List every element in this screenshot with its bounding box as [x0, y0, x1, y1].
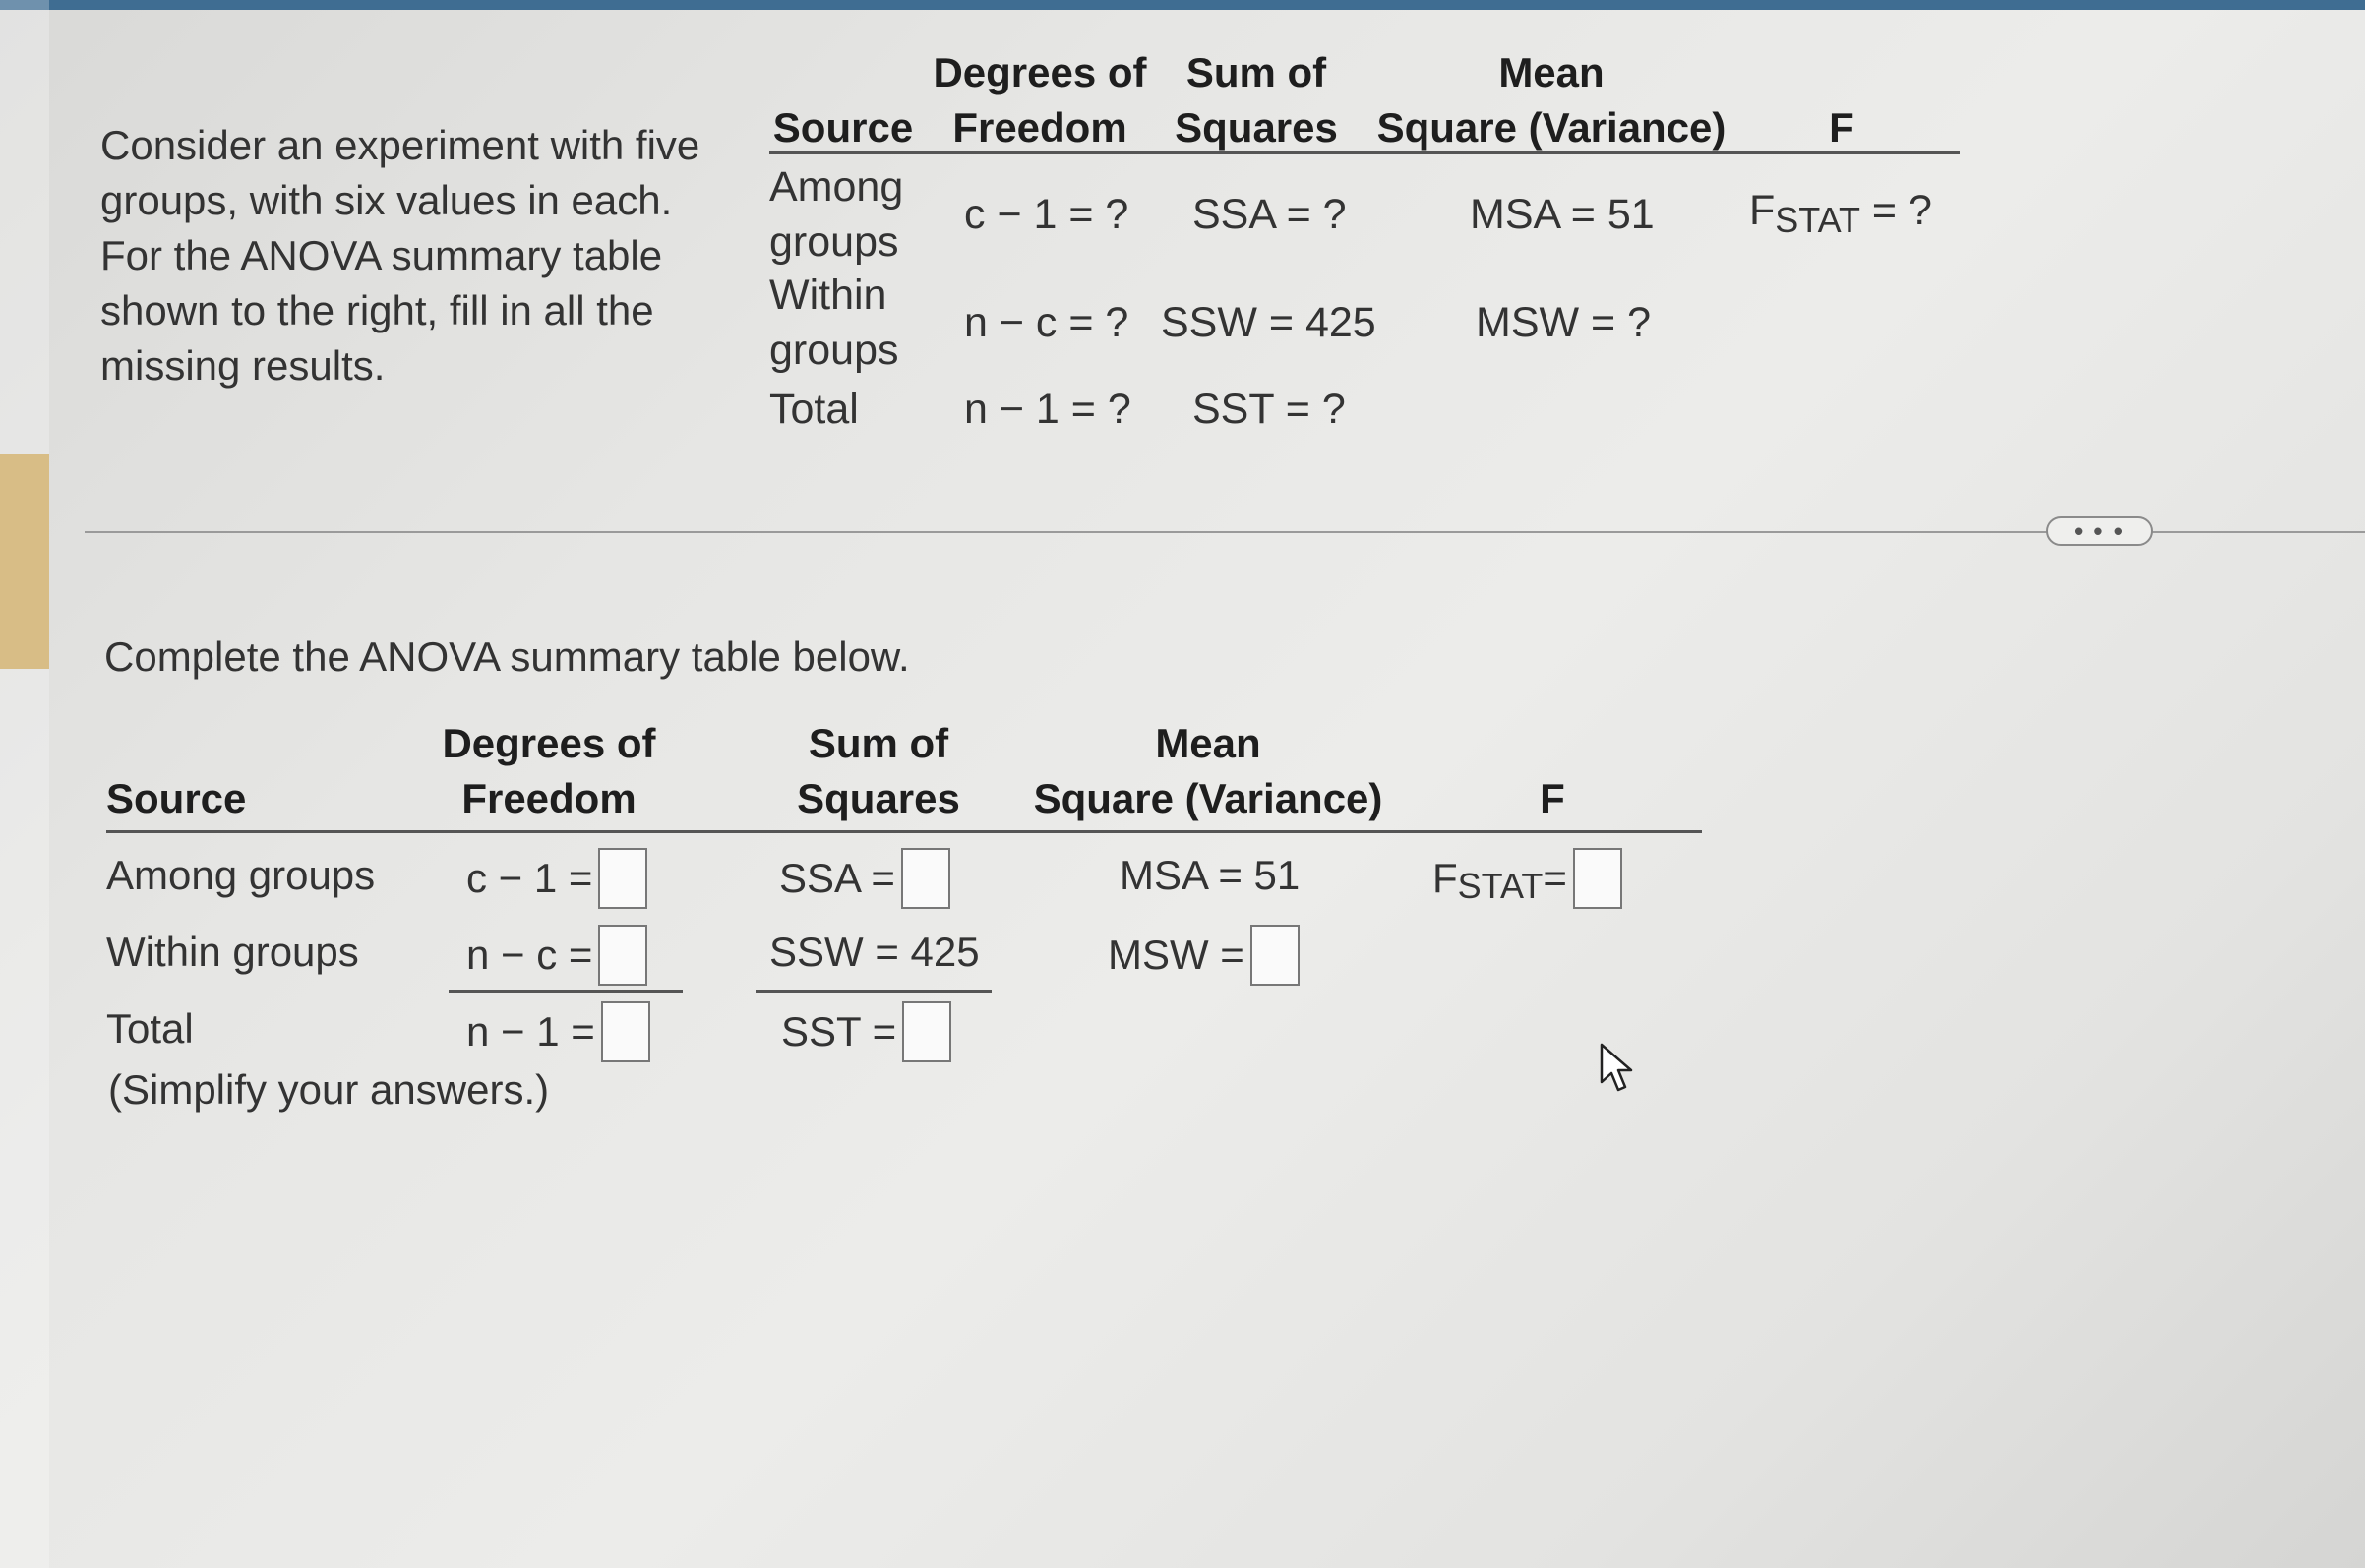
- given-header-ms-line1: Mean: [1498, 49, 1605, 95]
- msw-label: MSW =: [1108, 932, 1244, 978]
- given-row-within-ss: SSW = 425: [1161, 299, 1376, 346]
- answer-row-among-ss: [779, 848, 950, 909]
- answer-row-among-f: [1432, 848, 1622, 909]
- df-among-input[interactable]: [598, 848, 647, 909]
- given-anova-table: [769, 49, 1960, 443]
- given-row-among-source: Among groups: [769, 163, 904, 266]
- given-row-total-source: Total: [769, 386, 859, 433]
- given-row-among-ss: SSA = ?: [1192, 191, 1347, 238]
- df-among-label: c − 1 =: [466, 855, 593, 901]
- left-margin: [0, 0, 49, 1568]
- df-within-input[interactable]: [598, 925, 647, 986]
- simplify-note: (Simplify your answers.): [108, 1066, 550, 1113]
- answer-header-ss-line1: Sum of: [808, 720, 949, 766]
- ssa-input[interactable]: [901, 848, 950, 909]
- answer-header-ss-line2: Squares: [797, 775, 960, 821]
- given-header-ms-line2: Square (Variance): [1376, 104, 1727, 151]
- ssa-label: SSA =: [779, 855, 895, 901]
- answer-row-total-ss: [781, 1001, 951, 1062]
- fstat-eq: =: [1543, 855, 1567, 901]
- df-sum-rule: [449, 990, 683, 993]
- fstat-sub: STAT: [1457, 866, 1544, 906]
- left-accent-bar: [0, 454, 49, 669]
- given-row-total-ss: SST = ?: [1192, 386, 1346, 433]
- answer-row-within-ss: SSW = 425: [769, 929, 980, 975]
- given-row-among-ms: MSA = 51: [1470, 191, 1655, 238]
- given-row-within-source: Within groups: [769, 271, 899, 374]
- mouse-cursor-icon: [1598, 1041, 1637, 1096]
- fstat-input[interactable]: [1573, 848, 1622, 909]
- given-f-rest: = ?: [1859, 187, 1932, 234]
- answer-header-df-line2: Freedom: [461, 775, 637, 821]
- top-bar: [0, 0, 2365, 10]
- given-row-among-f: [1749, 183, 1932, 240]
- given-row-total-df: n − 1 = ?: [964, 386, 1131, 433]
- answer-row-among-source: Among groups: [106, 852, 376, 898]
- given-header-source: Source: [772, 104, 914, 151]
- answer-header-f: F: [1540, 775, 1565, 821]
- answer-header-source: Source: [106, 775, 247, 821]
- answer-row-total-df: [466, 1001, 650, 1062]
- given-header-rule: [769, 151, 1960, 154]
- given-header-df-line1: Degrees of: [933, 49, 1147, 95]
- problem-text: Consider an experiment with five groups, with six values in each. For the ANOVA summary table shown to the right, fill in all the missing results.: [100, 122, 700, 389]
- given-row-within-df: n − c = ?: [964, 299, 1129, 346]
- answer-row-within-source: Within groups: [106, 929, 359, 975]
- df-total-input[interactable]: [601, 1001, 650, 1062]
- given-f-main: F: [1749, 187, 1776, 234]
- msw-input[interactable]: [1250, 925, 1300, 986]
- answer-row-total-source: Total: [106, 1005, 194, 1052]
- given-header-f: F: [1829, 104, 1854, 151]
- given-f-sub: STAT: [1775, 200, 1860, 240]
- sst-input[interactable]: [902, 1001, 951, 1062]
- answer-row-among-ms: MSA = 51: [1120, 852, 1301, 898]
- df-total-label: n − 1 =: [466, 1008, 595, 1055]
- answer-row-within-df: [466, 925, 647, 986]
- answer-header-ms-line1: Mean: [1155, 720, 1261, 766]
- answer-header-rule: [106, 830, 1702, 833]
- answer-row-among-df: [466, 848, 647, 909]
- more-options-button[interactable]: • • •: [2046, 516, 2153, 546]
- fstat-main: F: [1432, 855, 1458, 901]
- instruction-text: Complete the ANOVA summary table below.: [104, 633, 910, 680]
- answer-header-ms-line2: Square (Variance): [1033, 775, 1383, 821]
- df-within-label: n − c =: [466, 932, 593, 978]
- answer-row-within-ms: [1108, 925, 1300, 986]
- given-row-within-ms: MSW = ?: [1476, 299, 1652, 346]
- section-divider: [85, 531, 2365, 533]
- sst-label: SST =: [781, 1008, 897, 1055]
- answer-header-df-line1: Degrees of: [442, 720, 656, 766]
- given-header-ss-line2: Squares: [1175, 104, 1338, 151]
- ss-sum-rule: [756, 990, 992, 993]
- given-row-among-df: c − 1 = ?: [964, 191, 1129, 238]
- given-header-df-line2: Freedom: [952, 104, 1127, 151]
- given-header-ss-line1: Sum of: [1185, 49, 1327, 95]
